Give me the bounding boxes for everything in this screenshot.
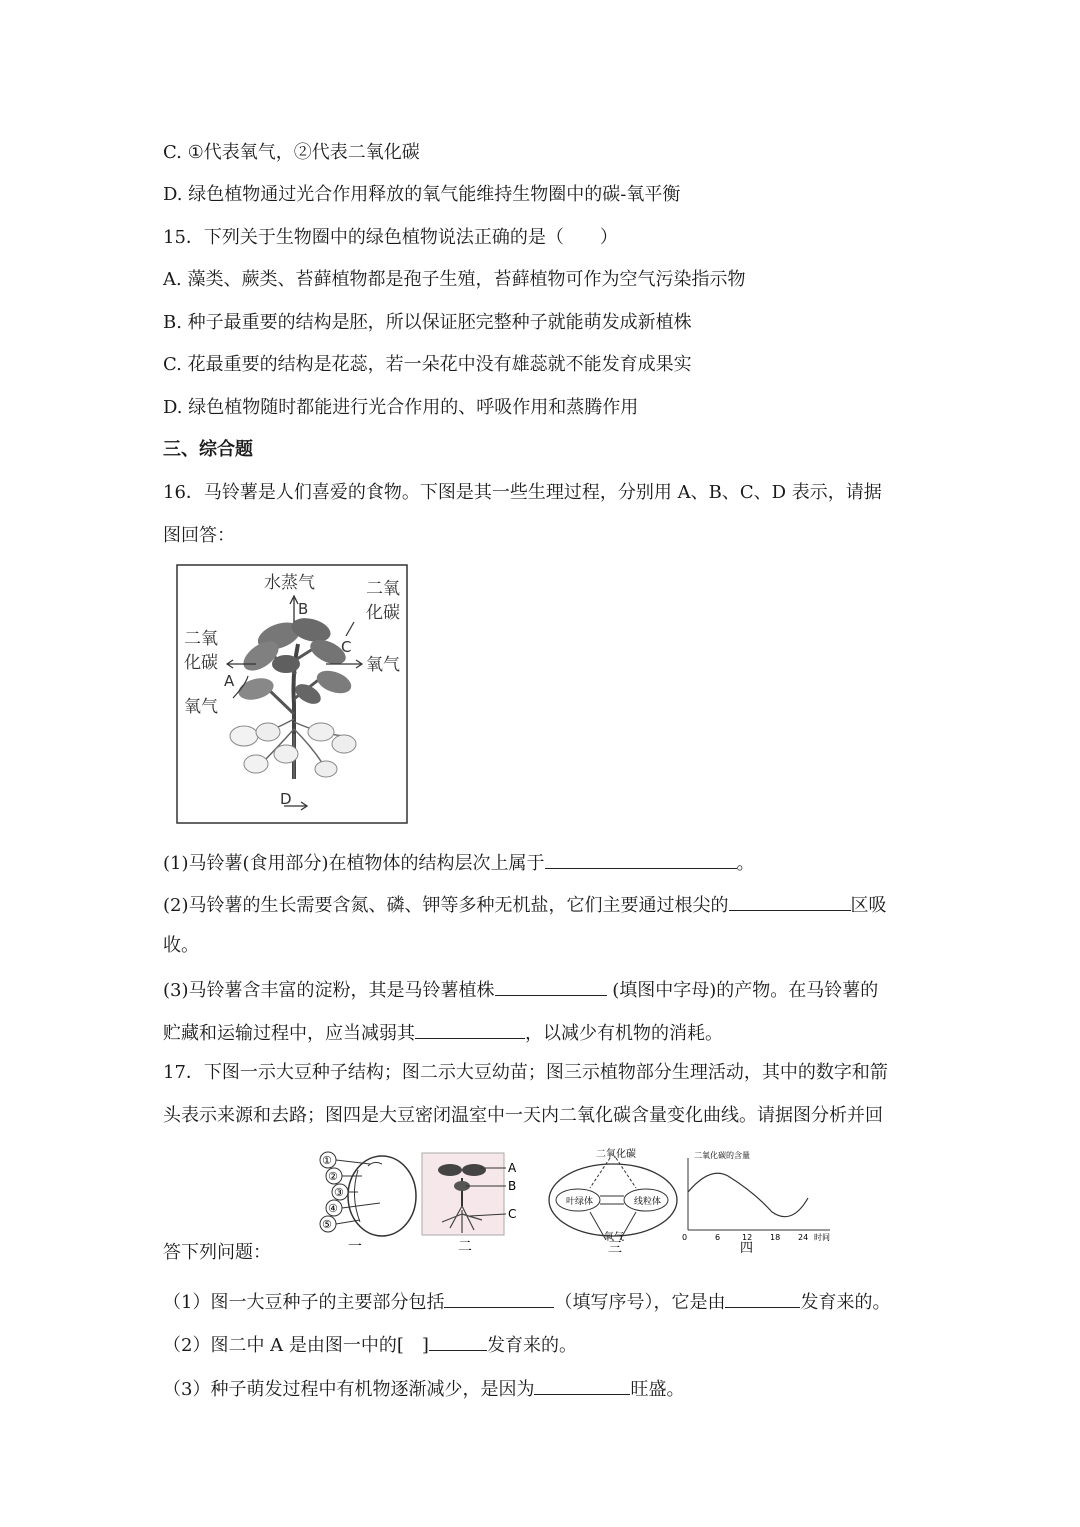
curve-tick: 12 bbox=[742, 1233, 753, 1242]
q16-stem-line1: 16．马铃薯是人们喜爱的食物。下图是其一些生理过程，分别用 A、B、C、D 表示，请据 bbox=[163, 482, 882, 503]
q15-option-c: C. 花最重要的结构是花蕊，若一朵花中没有雄蕊就不能发育成果实 bbox=[163, 354, 692, 375]
seed-label-4: ④ bbox=[328, 1202, 338, 1215]
q16-part3: (3)马铃薯含丰富的淀粉，其是马铃薯植株 (填图中字母)的产物。在马铃薯的 bbox=[163, 975, 878, 1004]
process-label-mitochondria: 线粒体 bbox=[634, 1197, 662, 1207]
q16-part3-cont: 贮藏和运输过程中，应当减弱其 ，以减少有机物的消耗。 bbox=[163, 1018, 723, 1047]
seedling-figure bbox=[422, 1153, 517, 1253]
curve-tick: 6 bbox=[715, 1233, 721, 1242]
q17-part2: （2）图二中 A 是由图一中的[ ] 发育来的。 bbox=[163, 1330, 577, 1359]
curve-ylabel: 二氧化碳的含量 bbox=[694, 1151, 750, 1160]
co2-curve-figure bbox=[682, 1150, 830, 1253]
label-a: A bbox=[224, 672, 235, 690]
section-title: 三、综合题 bbox=[163, 439, 253, 460]
seed-label-1: ① bbox=[322, 1154, 332, 1167]
answer-blank[interactable] bbox=[725, 1287, 800, 1308]
q16-part2-cont: 收。 bbox=[163, 935, 199, 956]
answer-blank[interactable] bbox=[545, 848, 737, 869]
answer-blank[interactable] bbox=[444, 1287, 554, 1308]
curve-tick: 24 bbox=[798, 1233, 809, 1242]
q15-option-b: B. 种子最重要的结构是胚，所以保证胚完整种子就能萌发成新植株 bbox=[163, 312, 692, 333]
answer-blank[interactable] bbox=[429, 1330, 487, 1351]
q17-stem-line3: 答下列问题： bbox=[163, 1242, 271, 1263]
label-water-vapor: 水蒸气 bbox=[264, 573, 315, 593]
curve-tick: 18 bbox=[770, 1233, 781, 1242]
process-label-co2: 二氧化碳 bbox=[596, 1149, 636, 1160]
fig3-caption: 三 bbox=[608, 1240, 622, 1253]
label-b: B bbox=[298, 600, 309, 618]
answer-blank[interactable] bbox=[415, 1018, 525, 1039]
fig4-caption: 四 bbox=[740, 1241, 754, 1253]
label-c: C bbox=[341, 638, 352, 656]
answer-blank[interactable] bbox=[495, 975, 607, 996]
seedling-label-c: C bbox=[508, 1207, 517, 1221]
q16-part1: (1)马铃薯(食用部分)在植物体的结构层次上属于 。 bbox=[163, 848, 755, 877]
label-co2-left-1: 二氧 bbox=[184, 629, 218, 649]
seed-label-3: ③ bbox=[334, 1186, 344, 1199]
q17-part3: （3）种子萌发过程中有机物逐渐减少，是因为 旺盛。 bbox=[163, 1374, 684, 1403]
curve-xlabel: 时间 bbox=[814, 1233, 830, 1242]
label-co2-right-2: 化碳 bbox=[366, 603, 400, 623]
seed-label-5: ⑤ bbox=[322, 1218, 332, 1231]
q15-stem: 15．下列关于生物圈中的绿色植物说法正确的是（ ） bbox=[163, 227, 618, 248]
q14-option-c: C. ①代表氧气，②代表二氧化碳 bbox=[163, 142, 420, 163]
label-oxygen-left: 氧气 bbox=[184, 697, 218, 717]
seed-label-2: ② bbox=[328, 1170, 338, 1183]
q17-figures bbox=[310, 1148, 840, 1253]
label-co2-right-1: 二氧 bbox=[366, 579, 400, 599]
answer-blank[interactable] bbox=[729, 890, 851, 911]
seedling-label-a: A bbox=[508, 1161, 517, 1175]
label-oxygen-right: 氧气 bbox=[366, 655, 400, 675]
curve-tick: 0 bbox=[682, 1233, 688, 1242]
process-diagram-figure bbox=[549, 1148, 677, 1253]
answer-blank[interactable] bbox=[534, 1374, 630, 1395]
q16-part2: (2)马铃薯的生长需要含氮、磷、钾等多种无机盐，它们主要通过根尖的 区吸 bbox=[163, 890, 887, 919]
process-label-chloroplast: 叶绿体 bbox=[566, 1197, 594, 1207]
q15-option-a: A. 藻类、蕨类、苔藓植物都是孢子生殖，苔藓植物可作为空气污染指示物 bbox=[163, 269, 746, 290]
q14-option-d: D. 绿色植物通过光合作用释放的氧气能维持生物圈中的碳-氧平衡 bbox=[163, 184, 681, 205]
fig1-caption: 一 bbox=[348, 1239, 362, 1253]
process-label-oxygen: 氧气 bbox=[604, 1232, 624, 1243]
fig2-caption: 二 bbox=[458, 1239, 472, 1253]
label-co2-left-2: 化碳 bbox=[184, 653, 218, 673]
seedling-label-b: B bbox=[508, 1179, 517, 1193]
q17-part1: （1）图一大豆种子的主要部分包括 （填写序号），它是由 发育来的。 bbox=[163, 1287, 890, 1316]
q16-stem-line2: 图回答： bbox=[163, 525, 235, 546]
q17-stem-line1: 17．下图一示大豆种子结构；图二示大豆幼苗；图三示植物部分生理活动，其中的数字和箭 bbox=[163, 1062, 888, 1083]
q15-option-d: D. 绿色植物随时都能进行光合作用的、呼吸作用和蒸腾作用 bbox=[163, 397, 639, 418]
potato-plant-figure bbox=[176, 564, 408, 824]
label-d: D bbox=[280, 790, 292, 808]
q17-stem-line2: 头表示来源和去路；图四是大豆密闭温室中一天内二氧化碳含量变化曲线。请据图分析并回 bbox=[163, 1105, 883, 1126]
seed-structure-figure bbox=[320, 1152, 416, 1253]
